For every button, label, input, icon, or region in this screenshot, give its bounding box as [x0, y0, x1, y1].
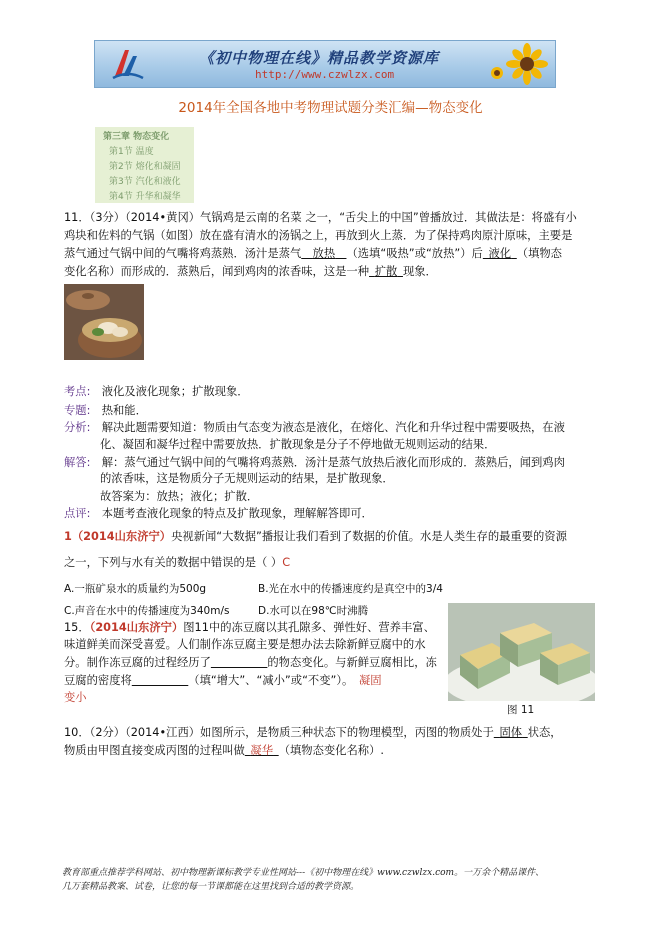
q10-answer-2: 凝华 — [250, 744, 274, 757]
q11-line2: 鸡块和佐料的气锅（如图）放在盛有清水的汤锅之上，再放到火上蒸．为了保持鸡肉原汁原味，主要是 — [64, 229, 573, 242]
q15-line2: 味道鲜美而深受喜爱。人们制作冻豆腐主要是想办法去除新鲜豆腐中的水 — [64, 638, 426, 651]
toc-item: 第1节 温度 — [109, 147, 154, 157]
footer-line-1: 教育部重点推荐学科网站、初中物理新课标教学专业性网站---《初中物理在线》www.czwlzx.com。一万余个精品课件、 — [62, 868, 545, 878]
header-banner — [94, 40, 556, 88]
page-footer — [62, 866, 602, 894]
footer-line-2: 几万套精品教案、试卷，让您的每一节课都能在这里找到合适的教学资源。 — [62, 882, 360, 892]
q15-line4: 豆腐的密度将 （填“增大”、“减小”或“不变”）。 凝固 — [64, 674, 382, 687]
q1-option-b: B.光在水中的传播速度约是真空中的3/4 — [258, 583, 443, 595]
banner-url: http://www.czwlzx.com — [255, 68, 395, 81]
q10-line1: 10．（2分）（2014•江西）如图所示，是物质三种状态下的物理模型，丙图的物质处于 固体 状态， — [64, 726, 562, 739]
q1-answer: C — [282, 556, 291, 569]
q15-answer-2: 变小 — [64, 691, 87, 704]
q11-answer-3: 扩散 — [374, 265, 398, 278]
q11-answer-1: 放热 — [312, 247, 336, 260]
sunflower-image — [487, 43, 553, 85]
site-logo-icon — [111, 46, 145, 82]
dianping-row: 点评: 本题考查液化现象的特点及扩散现象，理解解答即可． — [64, 507, 373, 520]
q11-line1: 11．（3分）（2014•黄冈）气锅鸡是云南的名菜 之一，“舌尖上的中国”曾播放过．其做法是：将盛有小 — [64, 211, 577, 224]
jieda-row-3: 故答案为：放热；液化；扩散． — [100, 490, 259, 503]
q1-option-a: A.一瓶矿泉水的质量约为500g — [64, 583, 207, 595]
fenxi-row: 分析: 解决此题需要知道：物质由气态变为液态是液化，在熔化、汽化和升华过程中需要吸热，在液 — [64, 421, 565, 434]
toc-chapter: 第三章 物态变化 — [103, 132, 170, 142]
q11-line4: 变化名称）而形成的．蒸熟后，闻到鸡肉的浓香味，这是一种 扩散 现象． — [64, 265, 437, 278]
q15-line3: 分。制作冻豆腐的过程经历了 的物态变化。与新鲜豆腐相比，冻 — [64, 656, 437, 669]
q11-line3: 蒸气通过气锅中间的气嘴将鸡蒸熟．汤汁是蒸气 放热 （选填“吸热”或“放热”）后 液化 （填物态 — [64, 247, 562, 260]
steam-pot-image — [64, 284, 144, 360]
toc-item: 第2节 熔化和凝固 — [109, 162, 181, 172]
q15-answer-1: 凝固 — [358, 674, 382, 687]
q1-source: 1（2014山东济宁） — [64, 530, 172, 543]
q10-answer-1: 固体 — [499, 726, 523, 739]
chapter-toc — [95, 127, 194, 203]
toc-item: 第3节 汽化和液化 — [109, 177, 181, 187]
q15-blank-1 — [211, 656, 267, 669]
q1-line1: 1（2014山东济宁）央视新闻“大数据”播报让我们看到了数据的价值。水是人类生存的最重要的资源 — [64, 530, 567, 543]
jieda-row: 解答: 解：蒸气通过气锅中间的气嘴将鸡蒸熟．汤汁是蒸气放热后液化而形成的．蒸熟后，闻到鸡肉 — [64, 456, 565, 469]
frozen-tofu-image — [448, 603, 595, 701]
figure-caption: 图 11 — [507, 704, 535, 716]
q1-line2: 之一，下列与水有关的数据中错误的是（ ）C — [64, 556, 291, 569]
kaodian-row: 考点: 液化及液化现象；扩散现象． — [64, 385, 249, 398]
q1-option-d: D.水可以在98℃时沸腾 — [258, 605, 369, 617]
q10-line2: 物质由甲图直接变成丙图的过程叫做 凝华 （填物态变化名称）. — [64, 744, 384, 757]
q11-answer-2: 液化 — [488, 247, 512, 260]
toc-item: 第4节 升华和凝华 — [109, 192, 181, 202]
banner-title: 《初中物理在线》精品教学资源库 — [199, 49, 440, 67]
q15-blank-2 — [132, 674, 188, 687]
q15-line1: 15．（2014山东济宁）图11中的冻豆腐以其孔隙多、弹性好、营养丰富、 — [64, 621, 435, 634]
jieda-row-2: 的浓香味，这是物质分子无规则运动的结果，是扩散现象． — [100, 472, 394, 485]
q15-source: （2014山东济宁） — [89, 621, 184, 634]
zhuanti-row: 专题: 热和能． — [64, 404, 147, 417]
fenxi-row-2: 化、凝固和凝华过程中需要放热．扩散现象是分子不停地做无规则运动的结果． — [100, 438, 496, 451]
q1-option-c: C.声音在水中的传播速度为340m/s — [64, 605, 230, 617]
document-title: 2014年全国各地中考物理试题分类汇编—物态变化 — [178, 100, 483, 116]
